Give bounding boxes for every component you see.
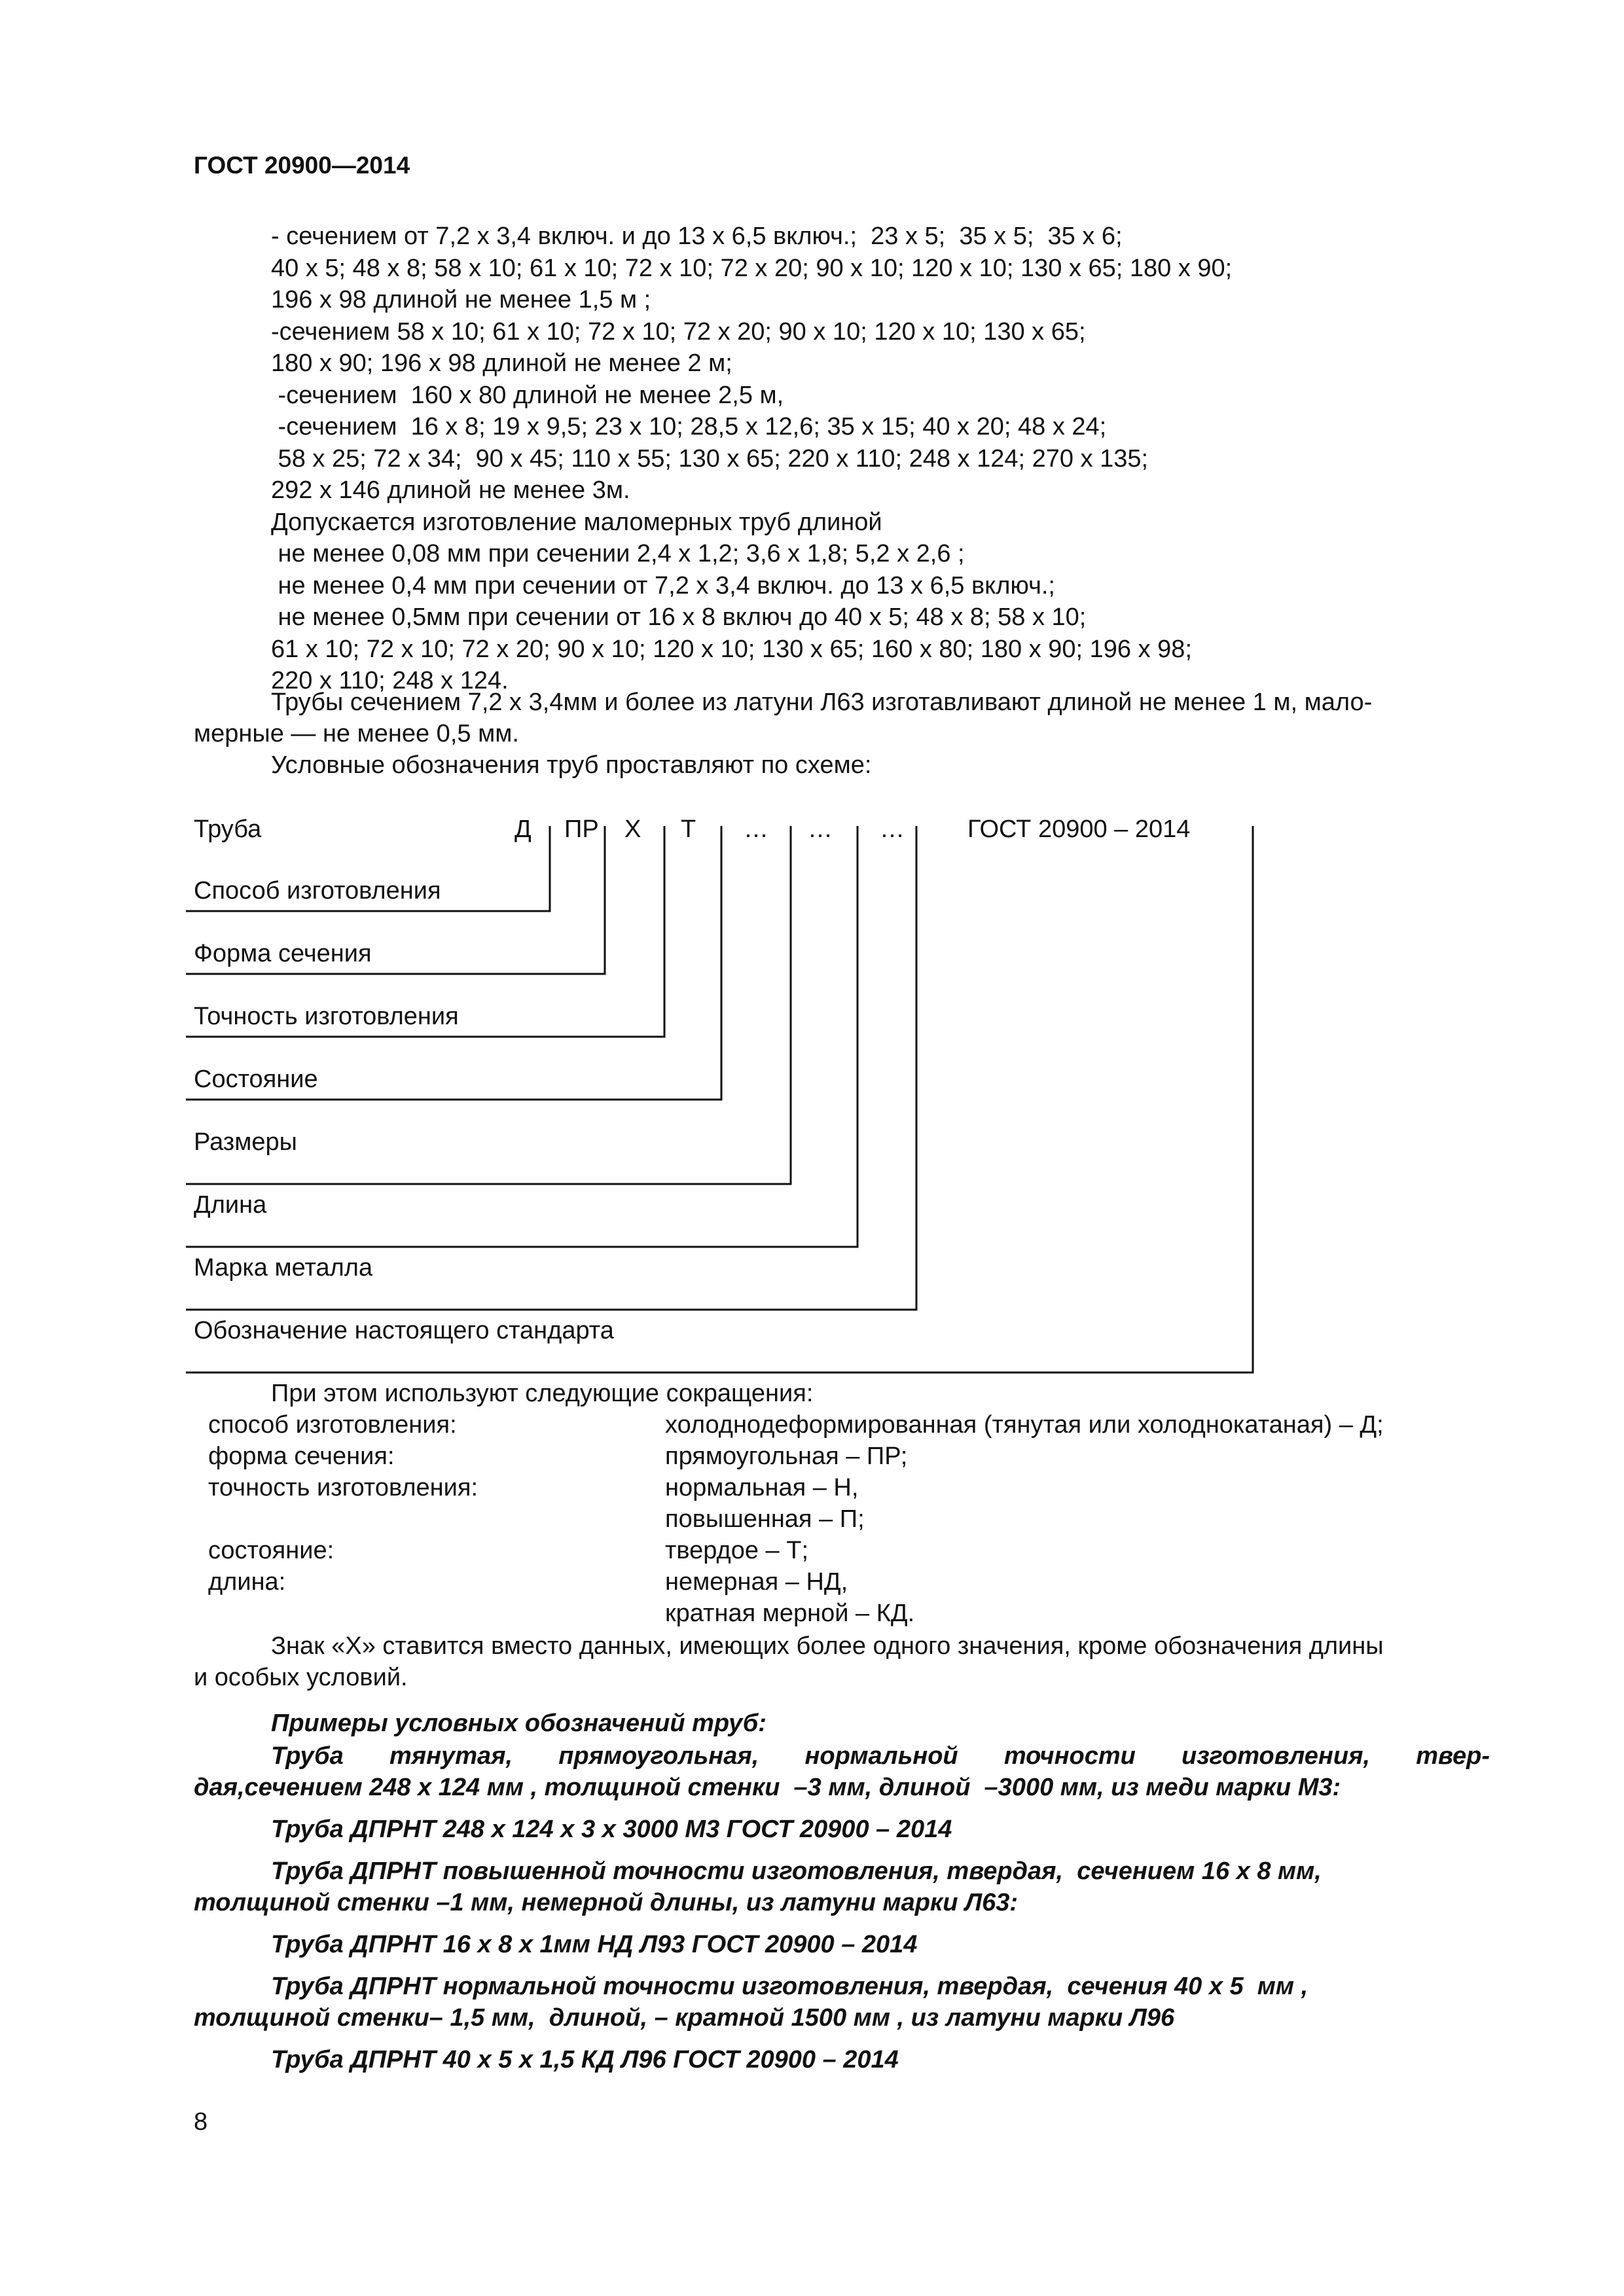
scheme-label-size: Размеры bbox=[194, 1128, 297, 1156]
scheme-label-accuracy: Точность изготовления bbox=[194, 1003, 459, 1030]
example1-line1 bbox=[271, 1744, 1490, 1768]
page-number: 8 bbox=[194, 2108, 208, 2136]
text-line: 220 х 110; 248 х 124. bbox=[271, 667, 509, 694]
text-line: -сечением 160 х 80 длиной не менее 2,5 м, bbox=[271, 382, 784, 409]
example1-word: Труба bbox=[271, 1742, 344, 1770]
sign-line1-text: Знак «Х» ставится вместо данных, имеющих более одного значения, кроме обозначения длины bbox=[271, 1632, 1384, 1660]
abbr-term: длина: bbox=[208, 1568, 286, 1596]
example1-word: тянутая, bbox=[389, 1742, 513, 1770]
example3-code: Труба ДПРНТ 40 х 5 х 1,5 КД Л96 ГОСТ 20900 – 2014 bbox=[271, 2046, 899, 2073]
example1-line2: дая,сечением 248 х 124 мм , толщиной стенки –3 мм, длиной –3000 мм, из меди марки М3: bbox=[194, 1774, 1341, 1801]
abbr-value: нормальная – Н, bbox=[665, 1474, 859, 1501]
scheme-standard: ГОСТ 20900 – 2014 bbox=[967, 816, 1191, 843]
abbr-value: холоднодеформированная (тянутая или холоднокатаная) – Д; bbox=[665, 1411, 1384, 1439]
scheme-code-x: Х bbox=[624, 816, 641, 843]
abbr-value: прямоугольная – ПР; bbox=[665, 1443, 908, 1470]
scheme-code-pr: ПР bbox=[564, 816, 599, 843]
abbr-intro: При этом используют следующие сокращения: bbox=[271, 1380, 814, 1407]
document-header: ГОСТ 20900—2014 bbox=[194, 152, 410, 179]
text-line: 180 х 90; 196 х 98 длиной не менее 2 м; bbox=[271, 350, 732, 377]
examples-title: Примеры условных обозначений труб: bbox=[271, 1710, 767, 1737]
scheme-label-length: Длина bbox=[194, 1191, 267, 1219]
abbr-value: повышенная – П; bbox=[665, 1505, 865, 1533]
sign-line2: и особых условий. bbox=[194, 1664, 408, 1691]
text-line: не менее 0,4 мм при сечении от 7,2 х 3,4 включ. до 13 х 6,5 включ.; bbox=[271, 572, 1055, 600]
text-line: 58 х 25; 72 х 34; 90 х 45; 110 х 55; 130 х 65; 220 х 110; 248 х 124; 270 х 135; bbox=[271, 445, 1149, 473]
abbr-value: немерная – НД, bbox=[665, 1568, 848, 1596]
scheme-label-grade: Марка металла bbox=[194, 1254, 373, 1282]
paragraph-l63-line2: мерные — не менее 0,5 мм. bbox=[194, 720, 519, 747]
scheme-code-t: Т bbox=[681, 816, 696, 843]
example1-word: прямоугольная, bbox=[558, 1742, 759, 1770]
abbr-term: способ изготовления: bbox=[208, 1411, 457, 1439]
sign-line1 bbox=[271, 1634, 1490, 1659]
example3-line2: толщиной стенки– 1,5 мм, длиной, – кратной 1500 мм , из латуни марки Л96 bbox=[194, 2004, 1175, 2032]
text-line: -сечением 16 х 8; 19 х 9,5; 23 х 10; 28,5 х 12,6; 35 х 15; 40 х 20; 48 х 24; bbox=[271, 413, 1107, 440]
text-line: не менее 0,5мм при сечении от 16 х 8 включ до 40 х 5; 48 х 8; 58 х 10; bbox=[271, 603, 1087, 631]
text-line: - сечением от 7,2 х 3,4 включ. и до 13 х 6,5 включ.; 23 х 5; 35 х 5; 35 х 6; bbox=[271, 223, 1123, 250]
text-line: Допускается изготовление маломерных труб длиной bbox=[271, 509, 882, 536]
abbr-value: твердое – Т; bbox=[665, 1537, 809, 1564]
example1-word: изготовления, bbox=[1182, 1742, 1371, 1770]
text-line: не менее 0,08 мм при сечении 2,4 х 1,2; 3,6 х 1,8; 5,2 х 2,6 ; bbox=[271, 540, 965, 567]
text-line: 196 х 98 длиной не менее 1,5 м ; bbox=[271, 286, 651, 314]
scheme-code-dots-1: … bbox=[744, 816, 768, 843]
scheme-label-standard: Обозначение настоящего стандарта bbox=[194, 1317, 614, 1344]
scheme-code-dots-3: … bbox=[880, 816, 905, 843]
example2-line2: толщиной стенки –1 мм, немерной длины, из латуни марки Л63: bbox=[194, 1889, 1018, 1916]
scheme-intro: Условные обозначения труб проставляют по схеме: bbox=[271, 751, 872, 779]
example1-word: нормальной bbox=[804, 1742, 958, 1770]
example2-code: Труба ДПРНТ 16 х 8 х 1мм НД Л93 ГОСТ 20900 – 2014 bbox=[271, 1931, 918, 1958]
abbr-term: точность изготовления: bbox=[208, 1474, 478, 1501]
scheme-word: Труба bbox=[194, 816, 262, 843]
scheme-code-dots-2: … bbox=[808, 816, 833, 843]
abbr-value: кратная мерной – КД. bbox=[665, 1600, 915, 1627]
example3-line1: Труба ДПРНТ нормальной точности изготовления, твердая, сечения 40 х 5 мм , bbox=[271, 1973, 1308, 2000]
abbr-term: форма сечения: bbox=[208, 1443, 395, 1470]
example1-word: твер- bbox=[1416, 1742, 1490, 1770]
scheme-label-state: Состояние bbox=[194, 1066, 318, 1093]
scheme-label-method: Способ изготовления bbox=[194, 877, 441, 905]
text-line: 61 х 10; 72 х 10; 72 х 20; 90 х 10; 120 х 10; 130 х 65; 160 х 80; 180 х 90; 196 х 98; bbox=[271, 636, 1193, 663]
example1-code: Труба ДПРНТ 248 х 124 х 3 х 3000 М3 ГОСТ 20900 – 2014 bbox=[271, 1816, 952, 1843]
abbr-term: состояние: bbox=[208, 1537, 334, 1564]
text-line: -сечением 58 х 10; 61 х 10; 72 х 10; 72 х 20; 90 х 10; 120 х 10; 130 х 65; bbox=[271, 318, 1086, 346]
example2-line1: Труба ДПРНТ повышенной точности изготовления, твердая, сечением 16 х 8 мм, bbox=[271, 1857, 1322, 1885]
text-line: 40 х 5; 48 х 8; 58 х 10; 61 х 10; 72 х 10; 72 х 20; 90 х 10; 120 х 10; 130 х 65; 180 х 90; bbox=[271, 255, 1233, 282]
paragraph-l63-line1: Трубы сечением 7,2 х 3,4мм и более из латуни Л63 изготавливают длиной не менее 1 м, мало- bbox=[271, 689, 1373, 716]
scheme-code-d: Д bbox=[514, 816, 532, 843]
scheme-label-section: Форма сечения bbox=[194, 940, 372, 967]
text-line: 292 х 146 длиной не менее 3м. bbox=[271, 476, 630, 504]
example1-word: точности bbox=[1003, 1742, 1136, 1770]
